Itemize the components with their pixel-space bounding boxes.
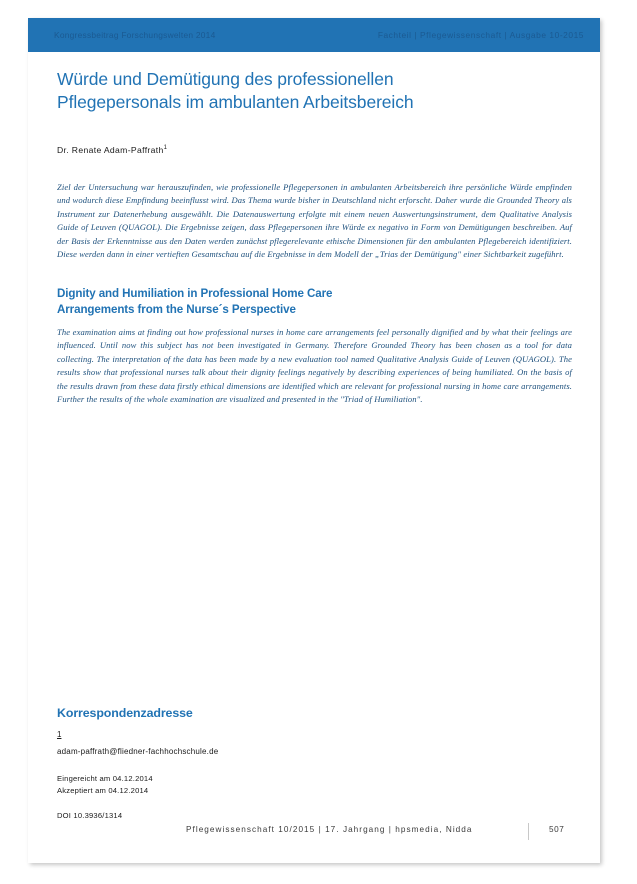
- doi-label[interactable]: DOI 10.3936/1314: [57, 810, 123, 820]
- abstract-german: Ziel der Untersuchung war herauszufinden, wie professionelle Pflegepersonen in ambulanten Arbeitsbereich ihre persönliche Würde empfinden und wodurch diese Empfindung beeinflusst wird. Das Thema wurde bisher in Deutschland nicht erforscht. Daher wurde die Grounded Theory als Instrument zur Datenerhebung ausgewählt. Die Datenauswertung erfolgte mit einem neuen Auswertungsinstrument, dem Qualitative Analysis Guide of Leuven (QUAGOL). Die Ergebnisse zeigen, dass Pflegepersonen ihre Würde ex negativo in Form von Demütigungen beschreiben. Auf der Basis der Erkenntnisse aus den Daten werden zunächst pflegerelevante ethische Dimensionen für den ambulanten Pflegebereich identifiziert. Diese werden dann in einer vertieften Gesamtschau auf die Ergebnisse in dem Modell der „Trias der Demütigung" einer Sichtbarkeit zugeführt.: [57, 181, 572, 260]
- author-name: Dr. Renate Adam-Paffrath: [57, 144, 164, 155]
- footer-journal-line: Pflegewissenschaft 10/2015 | 17. Jahrgang | hpsmedia, Nidda: [186, 825, 473, 834]
- correspondence-title: Korrespondenzadresse: [57, 706, 193, 720]
- author-footnote-marker: 1: [163, 144, 168, 151]
- accepted-date: Akzeptiert am 04.12.2014: [57, 785, 149, 795]
- article-content: [57, 58, 572, 407]
- footer-divider: [528, 823, 529, 840]
- submitted-date: Eingereicht am 04.12.2014: [57, 774, 153, 783]
- author-line: [57, 145, 572, 155]
- submission-dates: [57, 773, 457, 797]
- header-right-label: Fachteil | Pflegewissenschaft | Ausgabe 10-2015: [377, 30, 584, 40]
- footer-page-number: 507: [549, 825, 565, 834]
- page-title: Würde und Demütigung des professionellen Pflegepersonals im ambulanten Arbeitsbereich: [57, 69, 414, 113]
- english-heading: [57, 286, 572, 318]
- correspondence-email[interactable]: adam-paffrath@fliedner-fachhochschule.de: [57, 747, 219, 756]
- document-page: [28, 18, 600, 863]
- english-heading-line-2: Arrangements from the Nurse´s Perspective: [57, 302, 296, 316]
- correspondence-block: [57, 706, 457, 820]
- page-footer: [28, 825, 600, 841]
- abstract-english: The examination aims at finding out how professional nurses in home care arrangements feel personally dignified and by what their feelings are influenced. Until now this subject has not been investigated in Germany. Therefore Grounded Theory has been chosen as a tool for data collecting. The interpretation of the data has been made by a new evaluation tool named Qualitative Analysis Guide of Leuven (QUAGOL). The results show that professional nurses talk about their dignity feelings negatively by describing experiences of being humiliated. On the basis of the results drawn from these data firstly ethical dimensions are identified which are relevant for professional nursing in home care arrangements. Further the results of the whole examination are visualized and presented in the "Triad of Humiliation".: [57, 326, 572, 404]
- english-heading-line-1: Dignity and Humiliation in Professional Home Care: [57, 286, 333, 300]
- correspondence-footnote-number: 1: [57, 730, 62, 739]
- header-left-label: Kongressbeitrag Forschungswelten 2014: [54, 30, 216, 40]
- page-header-bar: [28, 18, 600, 52]
